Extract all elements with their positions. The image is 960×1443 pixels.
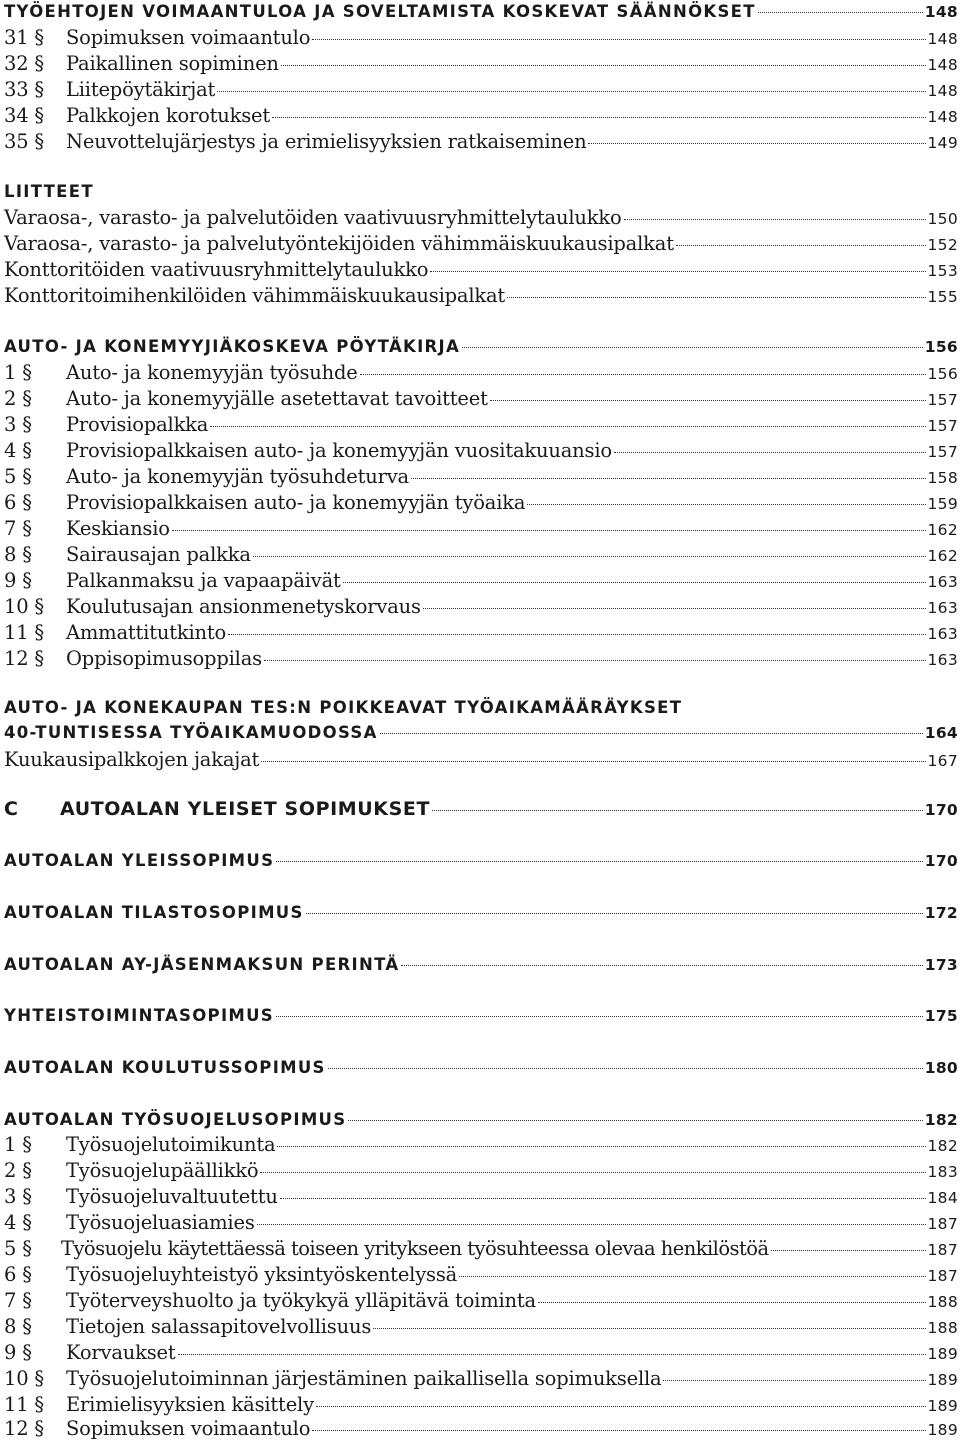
toc-page-number: 157 xyxy=(927,391,958,409)
toc-entry[interactable] xyxy=(4,26,958,49)
toc-entry[interactable] xyxy=(4,1237,958,1260)
dot-leader xyxy=(348,1120,922,1121)
toc-entry-number: 12 § xyxy=(4,647,44,670)
dot-leader xyxy=(253,556,926,557)
toc-entry[interactable] xyxy=(4,1341,958,1364)
toc-heading-title: AUTOALAN KOULUTUSSOPIMUS xyxy=(4,1058,326,1077)
toc-entry-number: 4 § xyxy=(4,439,32,462)
toc-page-number: 163 xyxy=(927,599,958,617)
toc-entry-number: 32 § xyxy=(4,52,44,75)
toc-entry[interactable] xyxy=(4,1159,958,1182)
toc-heading-title: AUTO- JA KONEMYYJIÄKOSKEVA PÖYTÄKIRJA xyxy=(4,337,461,356)
toc-page-number: 156 xyxy=(924,338,958,356)
toc-entry[interactable] xyxy=(4,621,958,644)
toc-entry[interactable] xyxy=(4,491,958,514)
toc-entry-title: Liitepöytäkirjat xyxy=(66,78,216,101)
dot-leader xyxy=(588,143,925,144)
toc-section-heading[interactable] xyxy=(4,1110,958,1129)
dot-leader xyxy=(411,478,926,479)
toc-entry-title: Keskiansio xyxy=(66,517,170,540)
toc-entry[interactable] xyxy=(4,1289,958,1312)
dot-leader xyxy=(228,634,925,635)
dot-leader xyxy=(771,1250,926,1251)
toc-page-number: 157 xyxy=(927,443,958,461)
toc-entry-title: Työterveyshuolto ja työkykyä ylläpitävä toiminta xyxy=(66,1289,536,1312)
toc-page-number: 175 xyxy=(924,1007,958,1025)
toc-entry-number: 1 § xyxy=(4,361,32,384)
toc-entry-title: Erimielisyyksien käsittely xyxy=(66,1393,314,1416)
toc-entry-title: Työsuojeluyhteistyö yksintyöskentelyssä xyxy=(66,1263,458,1286)
toc-entry-title: Ammattitutkinto xyxy=(66,621,227,644)
toc-entry[interactable] xyxy=(4,258,958,281)
toc-page-number: 182 xyxy=(927,1137,958,1155)
dot-leader xyxy=(260,1172,925,1173)
dot-leader xyxy=(401,965,922,966)
dot-leader xyxy=(423,608,926,609)
toc-heading-title: AUTOALAN YLEISET SOPIMUKSET xyxy=(60,798,431,820)
toc-entry-number: 7 § xyxy=(4,517,32,540)
dot-leader xyxy=(316,1406,926,1407)
toc-entry[interactable] xyxy=(4,1367,958,1390)
toc-page-number: 150 xyxy=(927,210,958,228)
dot-leader xyxy=(328,1068,923,1069)
toc-entry[interactable] xyxy=(4,130,958,153)
toc-page-number: 148 xyxy=(927,30,958,48)
dot-leader xyxy=(210,426,925,427)
toc-page-number: 163 xyxy=(927,651,958,669)
dot-leader xyxy=(343,582,926,583)
dot-leader xyxy=(432,810,923,811)
toc-section-heading[interactable] xyxy=(4,1058,958,1077)
toc-entry-number: 4 § xyxy=(4,1211,32,1234)
toc-entry-title: Konttoritoimihenkilöiden vähimmäiskuukausipalkat xyxy=(4,284,506,307)
toc-entry-number: 8 § xyxy=(4,1315,32,1338)
toc-page-number: 162 xyxy=(927,521,958,539)
dot-leader xyxy=(462,347,923,348)
toc-entry[interactable] xyxy=(4,387,958,410)
toc-entry-number: 8 § xyxy=(4,543,32,566)
toc-section-heading[interactable] xyxy=(4,1006,958,1025)
toc-heading-title: AUTO- JA KONEKAUPAN TES:N POIKKEAVAT TYÖAIKAMÄÄRÄYKSET xyxy=(4,698,683,717)
toc-entry-number: 3 § xyxy=(4,413,32,436)
toc-entry-title: Sopimuksen voimaantulo xyxy=(66,1417,311,1440)
toc-part-letter: C xyxy=(4,798,19,820)
toc-page-number: 152 xyxy=(927,236,958,254)
dot-leader xyxy=(172,530,926,531)
toc-entry[interactable] xyxy=(4,569,958,592)
toc-entry[interactable] xyxy=(4,1393,958,1416)
dot-leader xyxy=(272,117,925,118)
dot-leader xyxy=(276,1016,923,1017)
toc-page-number: 162 xyxy=(927,547,958,565)
toc-section-heading[interactable] xyxy=(4,337,958,356)
toc-entry[interactable] xyxy=(4,647,958,670)
toc-page-number: 163 xyxy=(927,625,958,643)
dot-leader xyxy=(277,1146,925,1147)
dot-leader xyxy=(507,297,925,298)
toc-entry[interactable] xyxy=(4,1211,958,1234)
toc-entry-title: Työsuojeluvaltuutettu xyxy=(66,1185,278,1208)
dot-leader xyxy=(490,400,926,401)
toc-entry-title: Työsuojeluasiamies xyxy=(66,1211,255,1234)
toc-page-number: 180 xyxy=(924,1059,958,1077)
toc-entry-title: Sopimuksen voimaantulo xyxy=(66,26,311,49)
toc-entry-title: Varaosa-, varasto- ja palvelutöiden vaativuusryhmittelytaulukko xyxy=(4,206,622,229)
toc-page-number: 188 xyxy=(927,1293,958,1311)
toc-page-number: 189 xyxy=(927,1345,958,1363)
toc-page-number: 189 xyxy=(927,1397,958,1415)
toc-page-number: 182 xyxy=(924,1111,958,1129)
dot-leader xyxy=(312,39,925,40)
dot-leader xyxy=(264,660,926,661)
toc-entry[interactable] xyxy=(4,748,958,771)
toc-entry-number: 12 § xyxy=(4,1417,44,1440)
toc-page-number: 157 xyxy=(927,417,958,435)
toc-entry-title: Koulutusajan ansionmenetyskorvaus xyxy=(66,595,421,618)
toc-entry[interactable] xyxy=(4,413,958,436)
dot-leader xyxy=(538,1302,926,1303)
toc-page-number: 149 xyxy=(927,134,958,152)
toc-page-number: 189 xyxy=(927,1371,958,1389)
toc-page-number: 167 xyxy=(927,752,958,770)
toc-entry-title: Kuukausipalkkojen jakajat xyxy=(4,748,260,771)
toc-entry-number: 10 § xyxy=(4,1367,44,1390)
toc-page-number: 148 xyxy=(927,108,958,126)
toc-entry[interactable] xyxy=(4,517,958,540)
toc-page-number: 164 xyxy=(924,724,958,742)
toc-entry-title: Neuvottelujärjestys ja erimielisyyksien ratkaiseminen xyxy=(66,130,587,153)
toc-section-heading xyxy=(4,182,958,201)
toc-entry-number: 10 § xyxy=(4,595,44,618)
toc-page-number: 184 xyxy=(927,1189,958,1207)
toc-entry-title: Työsuojelutoimikunta xyxy=(66,1133,276,1156)
toc-page-number: 188 xyxy=(927,1319,958,1337)
toc-section-heading[interactable] xyxy=(4,2,958,21)
toc-entry-title: Provisiopalkkaisen auto- ja konemyyjän työaika xyxy=(66,491,526,514)
dot-leader xyxy=(676,245,926,246)
toc-entry-number: 11 § xyxy=(4,1393,44,1416)
dot-leader xyxy=(663,1380,925,1381)
toc-heading-title: 40-TUNTISESSA TYÖAIKAMUODOSSA xyxy=(4,723,378,742)
toc-page-number: 170 xyxy=(924,852,958,870)
toc-heading-title: YHTEISTOIMINTASOPIMUS xyxy=(4,1006,274,1025)
dot-leader xyxy=(306,913,923,914)
dot-leader xyxy=(373,1328,925,1329)
toc-entry[interactable] xyxy=(4,595,958,618)
dot-leader xyxy=(430,271,925,272)
dot-leader xyxy=(360,374,926,375)
toc-section-heading-continued[interactable] xyxy=(4,723,958,742)
toc-page-number: 158 xyxy=(927,469,958,487)
toc-page-number: 189 xyxy=(927,1421,958,1439)
toc-entry-title: Provisiopalkkaisen auto- ja konemyyjän vuositakuuansio xyxy=(66,439,612,462)
dot-leader xyxy=(758,12,923,13)
toc-entry-title: Korvaukset xyxy=(66,1341,176,1364)
dot-leader xyxy=(280,1198,926,1199)
toc-entry-number: 34 § xyxy=(4,104,44,127)
dot-leader xyxy=(261,761,925,762)
toc-page-number: 172 xyxy=(924,904,958,922)
toc-page-number: 155 xyxy=(927,288,958,306)
toc-entry-number: 33 § xyxy=(4,78,44,101)
toc-entry-title: Konttoritöiden vaativuusryhmittelytaulukko xyxy=(4,258,429,281)
toc-entry-number: 2 § xyxy=(4,1159,32,1182)
toc-page-number: 187 xyxy=(927,1267,958,1285)
toc-section-heading[interactable] xyxy=(4,955,958,974)
toc-entry-title: Työsuojelupäällikkö xyxy=(66,1159,259,1182)
toc-section-heading[interactable] xyxy=(4,903,958,922)
toc-page-number: 153 xyxy=(927,262,958,280)
dot-leader xyxy=(217,91,925,92)
toc-heading-title: AUTOALAN YLEISSOPIMUS xyxy=(4,851,275,870)
dot-leader xyxy=(380,733,923,734)
toc-heading-title: TYÖEHTOJEN VOIMAANTULOA JA SOVELTAMISTA KOSKEVAT SÄÄNNÖKSET xyxy=(4,2,756,21)
toc-heading-title: AUTOALAN AY-JÄSENMAKSUN PERINTÄ xyxy=(4,955,400,974)
toc-entry-number: 11 § xyxy=(4,621,44,644)
dot-leader xyxy=(614,452,926,453)
toc-entry-number: 35 § xyxy=(4,130,44,153)
toc-heading-title: AUTOALAN TYÖSUOJELUSOPIMUS xyxy=(4,1110,347,1129)
toc-entry-title: Auto- ja konemyyjän työsuhdeturva xyxy=(66,465,409,488)
toc-entry-title: Palkkojen korotukset xyxy=(66,104,271,127)
toc-entry[interactable] xyxy=(4,78,958,101)
toc-entry[interactable] xyxy=(4,232,958,255)
toc-heading-title: LIITTEET xyxy=(4,182,94,201)
dot-leader xyxy=(257,1224,926,1225)
toc-entry-title: Sairausajan palkka xyxy=(66,543,251,566)
toc-entry-number: 2 § xyxy=(4,387,32,410)
dot-leader xyxy=(276,861,922,862)
toc-entry[interactable] xyxy=(4,465,958,488)
dot-leader xyxy=(459,1276,925,1277)
toc-page-number: 156 xyxy=(927,365,958,383)
toc-entry-title: Oppisopimusoppilas xyxy=(66,647,262,670)
toc-entry[interactable] xyxy=(4,1185,958,1208)
toc-section-heading[interactable] xyxy=(4,851,958,870)
toc-entry-title: Työsuojelu käytettäessä toiseen yritykseen työsuhteessa olevaa henkilöstöä xyxy=(61,1237,769,1260)
toc-page-number: 148 xyxy=(924,3,958,21)
toc-entry[interactable] xyxy=(4,439,958,462)
toc-heading-title: AUTOALAN TILASTOSOPIMUS xyxy=(4,903,304,922)
toc-entry-title: Työsuojelutoiminnan järjestäminen paikallisella sopimuksella xyxy=(66,1367,662,1390)
toc-entry[interactable] xyxy=(4,104,958,127)
toc-entry[interactable] xyxy=(4,1263,958,1286)
toc-entry-title: Auto- ja konemyyjälle asetettavat tavoitteet xyxy=(66,387,488,410)
toc-entry-title: Paikallinen sopiminen xyxy=(66,52,279,75)
toc-page-number: 159 xyxy=(927,495,958,513)
toc-page-number: 148 xyxy=(927,56,958,74)
toc-entry-number: 5 § xyxy=(4,465,32,488)
toc-entry[interactable] xyxy=(4,206,958,229)
toc-entry-number: 31 § xyxy=(4,26,44,49)
toc-part-heading[interactable] xyxy=(4,798,958,820)
toc-page-number: 187 xyxy=(927,1215,958,1233)
toc-entry[interactable] xyxy=(4,543,958,566)
toc-page-number: 187 xyxy=(927,1241,958,1259)
toc-page-number: 163 xyxy=(927,573,958,591)
toc-entry[interactable] xyxy=(4,1315,958,1338)
toc-entry-number: 6 § xyxy=(4,1263,32,1286)
toc-entry[interactable] xyxy=(4,52,958,75)
toc-page-number: 173 xyxy=(924,956,958,974)
toc-entry[interactable] xyxy=(4,284,958,307)
toc-entry[interactable] xyxy=(4,1417,958,1440)
toc-page-number: 170 xyxy=(924,801,958,819)
toc-entry-number: 9 § xyxy=(4,569,32,592)
toc-entry-number: 6 § xyxy=(4,491,32,514)
toc-entry-number: 3 § xyxy=(4,1185,32,1208)
toc-entry-title: Provisiopalkka xyxy=(66,413,209,436)
dot-leader xyxy=(527,504,925,505)
toc-entry-title: Tietojen salassapitovelvollisuus xyxy=(66,1315,372,1338)
toc-entry-number: 7 § xyxy=(4,1289,32,1312)
toc-entry-number: 9 § xyxy=(4,1341,32,1364)
toc-entry[interactable] xyxy=(4,361,958,384)
toc-page-number: 183 xyxy=(927,1163,958,1181)
dot-leader xyxy=(178,1354,926,1355)
toc-page-number: 148 xyxy=(927,82,958,100)
dot-leader xyxy=(624,219,926,220)
toc-entry-title: Varaosa-, varasto- ja palvelutyöntekijöiden vähimmäiskuukausipalkat xyxy=(4,232,674,255)
toc-entry-title: Auto- ja konemyyjän työsuhde xyxy=(66,361,358,384)
toc-entry[interactable] xyxy=(4,1133,958,1156)
toc-entry-title: Palkanmaksu ja vapaapäivät xyxy=(66,569,341,592)
toc-entry-number: 5 § xyxy=(4,1237,32,1260)
toc-entry-number: 1 § xyxy=(4,1133,32,1156)
toc-section-heading xyxy=(4,698,958,717)
dot-leader xyxy=(312,1430,925,1431)
dot-leader xyxy=(281,65,926,66)
